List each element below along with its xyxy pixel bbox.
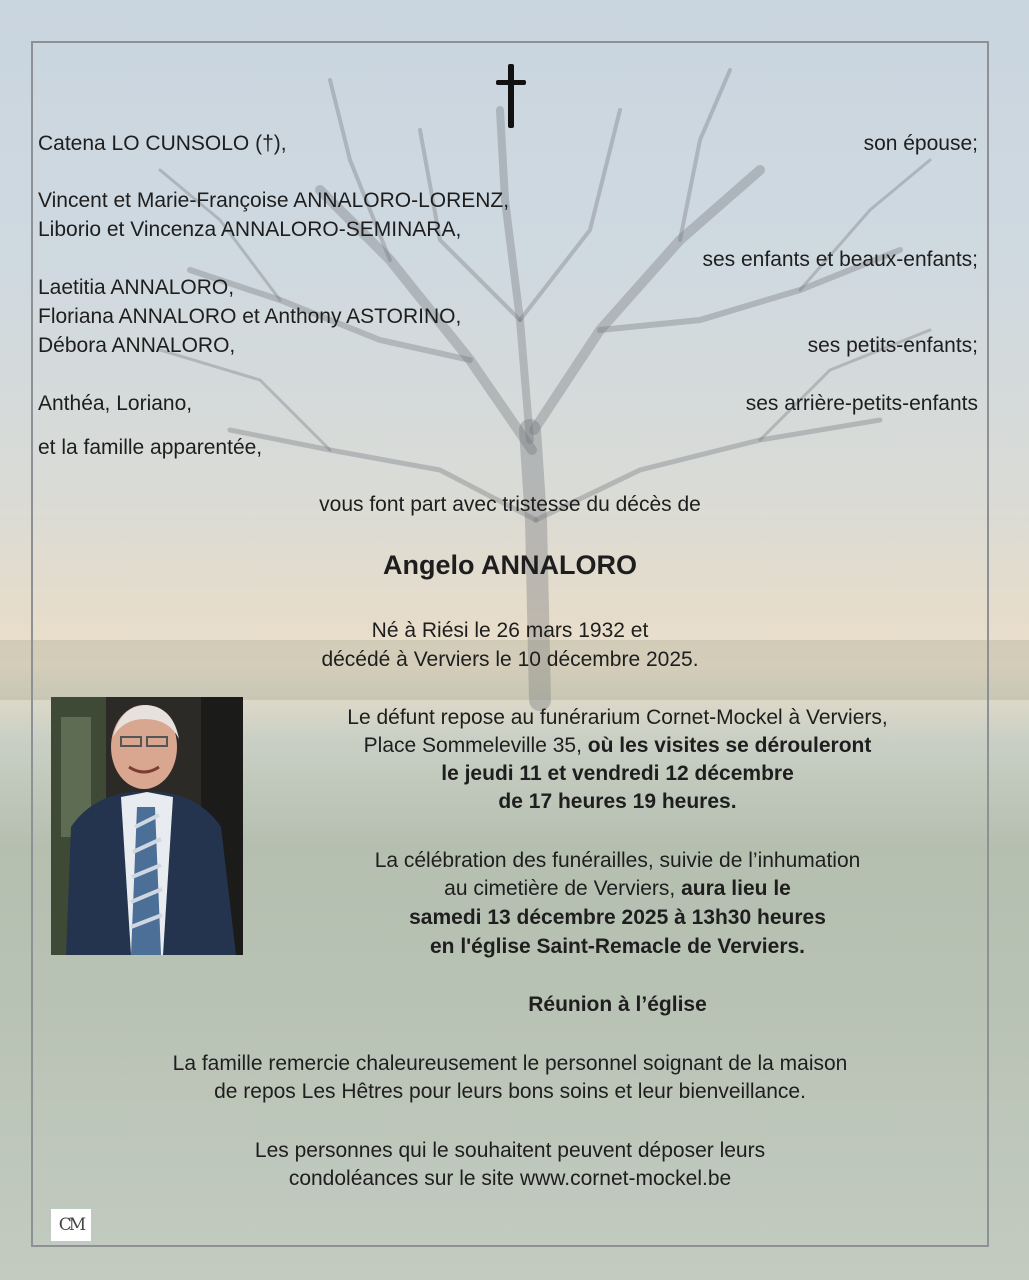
grandchild-1: Laetitia ANNALORO, xyxy=(38,276,235,299)
great-grandchildren: Anthéa, Loriano, xyxy=(38,392,193,415)
visits-intro: où les visites se dérouleront xyxy=(587,734,872,757)
extended-family: et la famille apparentée, xyxy=(38,436,263,459)
cross-icon xyxy=(491,62,531,130)
children-relation: ses enfants et beaux-enfants; xyxy=(702,248,978,271)
funeral-intro: aura lieu le xyxy=(681,877,791,900)
death-info: décédé à Verviers le 10 décembre 2025. xyxy=(321,648,699,671)
visits-address: Place Sommeleville 35, xyxy=(363,734,582,757)
deceased-portrait xyxy=(51,697,243,955)
condolences-line-1: Les personnes qui le souhaitent peuvent déposer leurs xyxy=(254,1139,766,1162)
funeral-cemetery: au cimetière de Verviers, xyxy=(444,877,676,900)
visits-dates: le jeudi 11 et vendredi 12 décembre xyxy=(441,762,794,785)
spouse-relation: son épouse; xyxy=(863,132,978,155)
deceased-name: Angelo ANNALORO xyxy=(383,550,637,580)
condolences-line-2: condoléances sur le site www.cornet-mockel.be xyxy=(288,1167,732,1190)
grandchild-3: Débora ANNALORO, xyxy=(38,334,236,357)
funeral-line-2 xyxy=(285,874,950,903)
child-2: Liborio et Vincenza ANNALORO-SEMINARA, xyxy=(38,218,462,241)
visits-line-1: Le défunt repose au funérarium Cornet-Mockel à Verviers, xyxy=(347,706,888,729)
great-grandchildren-relation: ses arrière-petits-enfants xyxy=(745,392,978,415)
grandchildren-relation: ses petits-enfants; xyxy=(807,334,978,357)
funeral-home-logo: CM xyxy=(51,1209,91,1241)
funeral-church: en l'église Saint-Remacle de Verviers. xyxy=(429,935,806,958)
grandchild-2: Floriana ANNALORO et Anthony ASTORINO, xyxy=(38,305,462,328)
visits-hours: de 17 heures 19 heures. xyxy=(498,790,737,813)
thanks-line-1: La famille remercie chaleureusement le personnel soignant de la maison xyxy=(172,1052,848,1075)
announcement-text: vous font part avec tristesse du décès de xyxy=(319,493,701,516)
meeting-note: Réunion à l’église xyxy=(528,993,707,1016)
funeral-line-1: La célébration des funérailles, suivie de l’inhumation xyxy=(374,849,861,872)
visits-line-2 xyxy=(285,731,950,760)
spouse-names: Catena LO CUNSOLO (†), xyxy=(38,132,287,155)
birth-info: Né à Riési le 26 mars 1932 et xyxy=(371,619,649,642)
child-1: Vincent et Marie-Françoise ANNALORO-LORENZ, xyxy=(38,189,510,212)
funeral-date: samedi 13 décembre 2025 à 13h30 heures xyxy=(409,906,826,929)
thanks-line-2: de repos Les Hêtres pour leurs bons soins et leur bienveillance. xyxy=(214,1080,806,1103)
